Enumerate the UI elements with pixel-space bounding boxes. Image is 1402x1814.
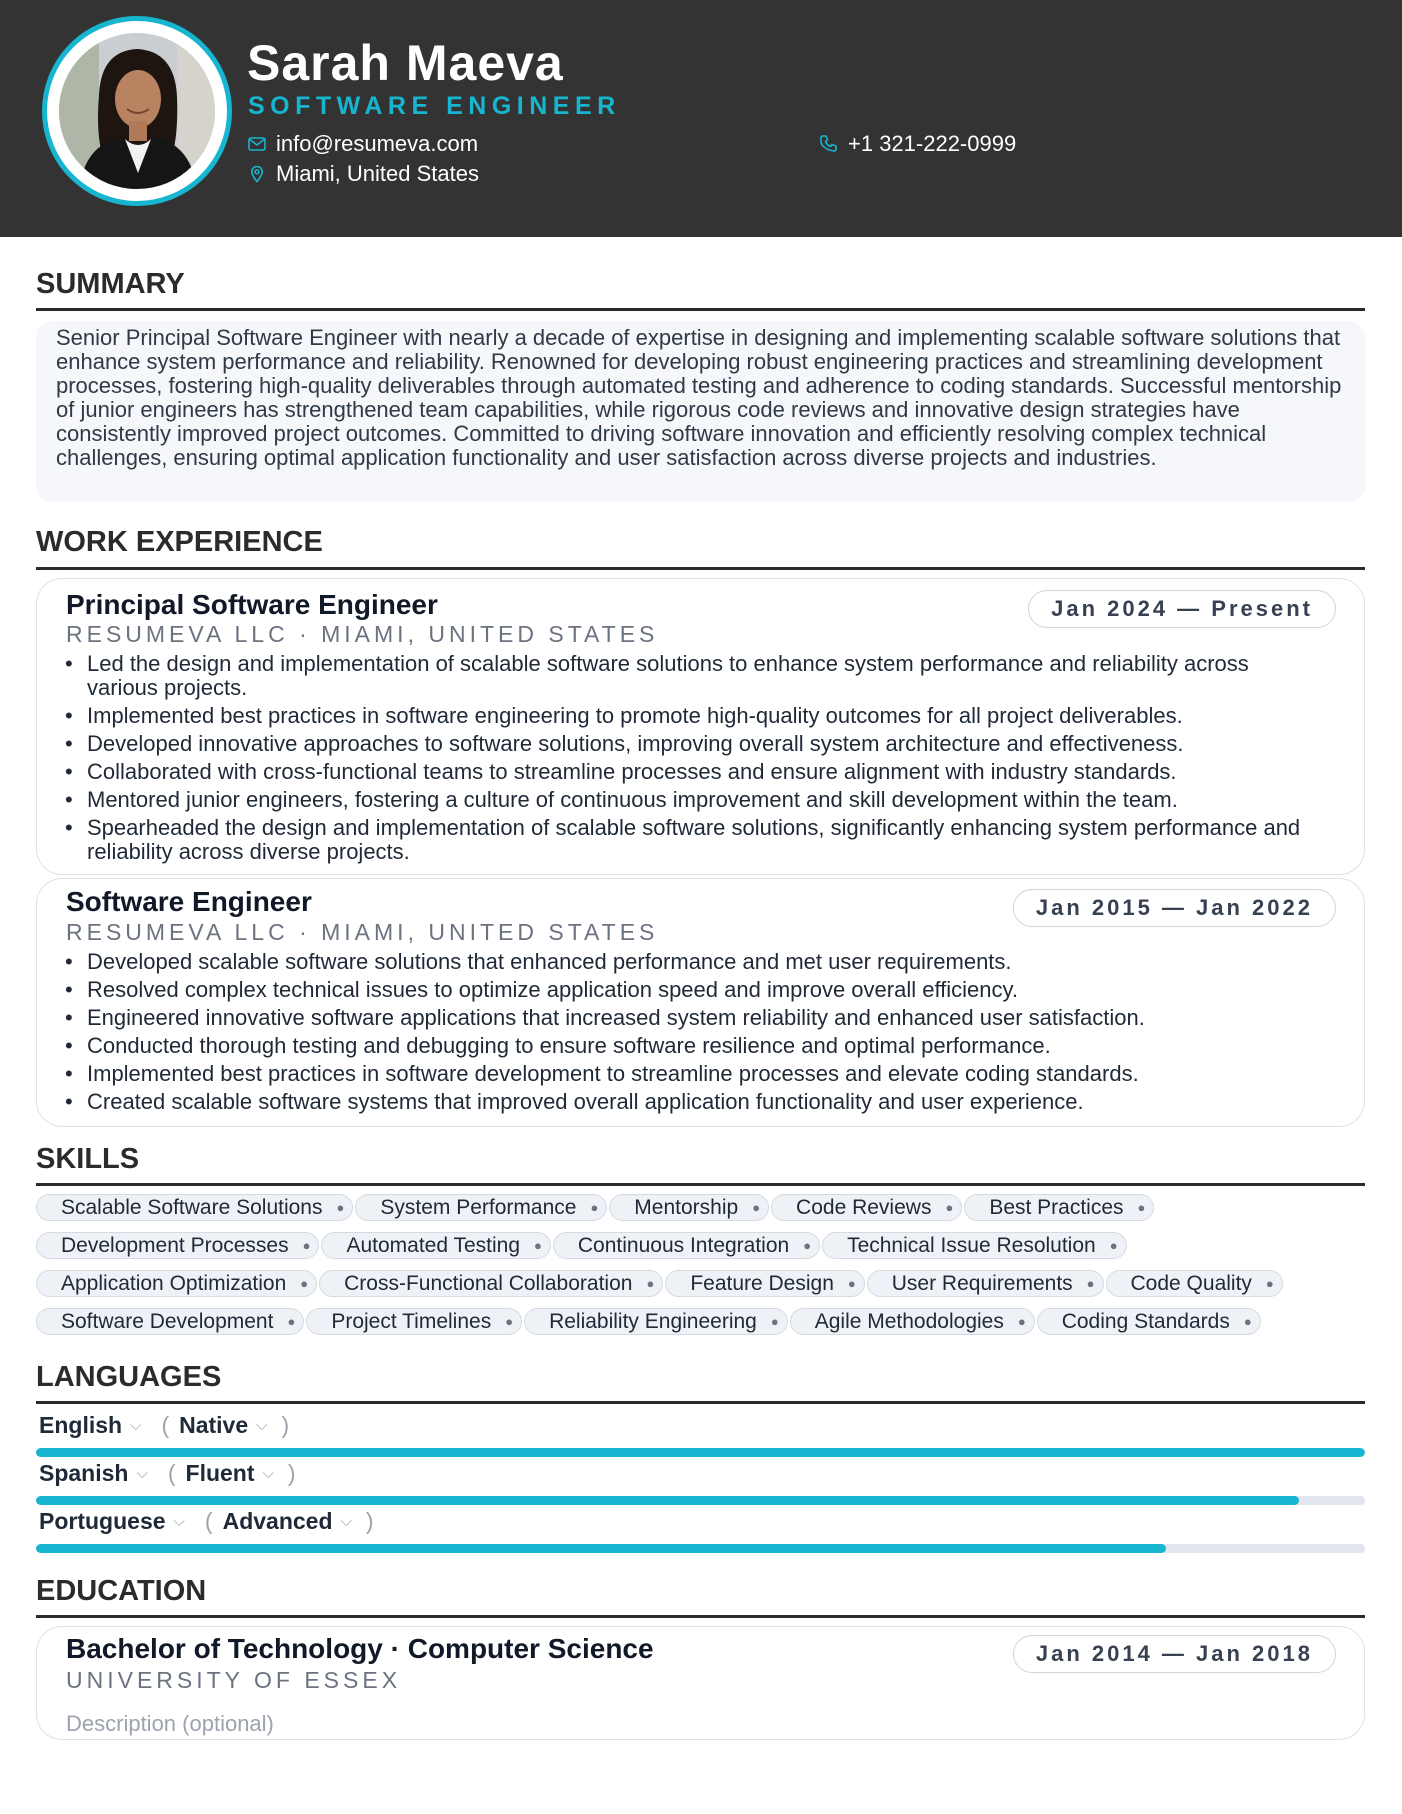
job-company[interactable]: RESUMEVA LLC · MIAMI, UNITED STATES	[66, 919, 659, 945]
job-title[interactable]: Principal Software Engineer	[66, 589, 438, 620]
chevron-down-icon[interactable]: ⌵	[340, 1512, 352, 1530]
paren-open: (	[161, 1411, 170, 1438]
education-degree[interactable]: Bachelor of Technology · Computer Science	[66, 1633, 654, 1664]
skill-label: Coding Standards	[1061, 1309, 1230, 1333]
skill-label: User Requirements	[891, 1271, 1073, 1295]
skill-chip[interactable]	[1106, 1270, 1283, 1297]
job-title[interactable]: Software Engineer	[66, 886, 312, 917]
skill-label: Code Reviews	[796, 1195, 932, 1219]
language-proficiency-fill	[36, 1544, 1166, 1553]
skill-chip[interactable]	[609, 1194, 769, 1221]
language-row	[36, 1507, 1365, 1535]
summary-text[interactable]: Senior Principal Software Engineer with nearly a decade of expertise in designing and implementing scalable software solutions that enhance system performance and reliability. Renowned for developing robust engineering practices and streamlining development processes, fostering high-quality deliverables through automated testing and adherence to coding standards. Successful mentorship of junior engineers has strengthened team capabilities, while rigorous code reviews and innovative design strategies have consistently improved project outcomes. Committed to driving software innovation and efficiently resolving complex technical challenges, ensuring optimal application functionality and user satisfaction across diverse projects and industries.	[36, 321, 1365, 502]
skill-dot-icon: ●	[300, 1276, 309, 1291]
skill-chip[interactable]	[771, 1194, 962, 1221]
list-item[interactable]: • Mentored junior engineers, fostering a culture of continuous improvement and skill development within the team.	[87, 788, 1304, 812]
skill-label: Continuous Integration	[577, 1233, 790, 1257]
skill-label: Application Optimization	[61, 1271, 287, 1295]
languages-divider	[36, 1401, 1365, 1404]
skill-label: Code Quality	[1130, 1271, 1252, 1295]
resume-header	[0, 0, 1402, 237]
chevron-down-icon[interactable]: ⌵	[256, 1416, 268, 1434]
contact-phone[interactable]	[818, 131, 1016, 157]
contact-email[interactable]	[248, 131, 478, 157]
skill-dot-icon: ●	[1086, 1276, 1095, 1291]
skills-divider	[36, 1183, 1365, 1186]
list-item[interactable]: • Developed scalable software solutions that enhanced performance and met user requirements.	[87, 950, 1304, 974]
skill-chip[interactable]	[867, 1270, 1104, 1297]
experience-heading[interactable]: WORK EXPERIENCE	[36, 526, 323, 558]
chevron-down-icon[interactable]: ⌵	[136, 1464, 148, 1482]
paren-close: )	[281, 1411, 290, 1438]
list-item[interactable]: • Resolved complex technical issues to optimize application speed and improve overall efficiency.	[87, 978, 1304, 1002]
skill-label: Software Development	[61, 1309, 274, 1333]
language-level[interactable]: Fluent	[185, 1459, 255, 1486]
language-row	[36, 1411, 1365, 1439]
skill-chip[interactable]	[822, 1232, 1127, 1259]
skill-dot-icon: ●	[646, 1276, 655, 1291]
job-dates[interactable]: Jan 2024 — Present	[1028, 590, 1336, 628]
profile-photo-frame[interactable]	[42, 16, 232, 206]
candidate-name[interactable]: Sarah Maeva	[247, 35, 564, 91]
skill-dot-icon: ●	[336, 1200, 345, 1215]
skill-dot-icon: ●	[803, 1238, 812, 1253]
list-item[interactable]: • Conducted thorough testing and debugging to ensure software resilience and optimal performance.	[87, 1034, 1304, 1058]
skill-dot-icon: ●	[287, 1314, 296, 1329]
skill-dot-icon: ●	[752, 1200, 761, 1215]
education-description-field[interactable]: Description (optional)	[66, 1711, 274, 1736]
skill-dot-icon: ●	[1109, 1238, 1118, 1253]
language-proficiency-bar[interactable]	[36, 1544, 1365, 1553]
skills-heading[interactable]: SKILLS	[36, 1143, 140, 1175]
experience-card[interactable]	[36, 878, 1365, 1127]
skill-dot-icon: ●	[534, 1238, 542, 1253]
list-item[interactable]: • Created scalable software systems that improved overall application functionality and user experience.	[87, 1090, 1304, 1114]
email-icon	[248, 136, 266, 152]
phone-icon	[818, 134, 838, 154]
contact-location-text: Miami, United States	[276, 161, 479, 186]
chevron-down-icon[interactable]: ⌵	[262, 1464, 274, 1482]
skill-chip[interactable]	[36, 1308, 304, 1335]
skill-label: System Performance	[380, 1195, 577, 1219]
summary-divider	[36, 308, 1365, 311]
skill-label: Feature Design	[690, 1271, 834, 1295]
contact-location[interactable]	[248, 161, 479, 187]
list-item[interactable]: • Spearheaded the design and implementation of scalable software solutions, significantly enhancing system performance and reliability across diverse projects.	[87, 816, 1304, 864]
experience-card[interactable]	[36, 578, 1365, 875]
education-dates[interactable]: Jan 2014 — Jan 2018	[1013, 1635, 1336, 1673]
contact-email-text: info@resumeva.com	[276, 131, 479, 156]
experience-divider	[36, 567, 1365, 570]
language-proficiency-bar[interactable]	[36, 1496, 1365, 1505]
skill-dot-icon: ●	[1137, 1200, 1146, 1215]
skill-dot-icon: ●	[1017, 1314, 1026, 1329]
list-item[interactable]: • Implemented best practices in software engineering to promote high-quality outcomes for all project deliverables.	[87, 704, 1304, 728]
language-proficiency-bar[interactable]	[36, 1448, 1365, 1457]
language-row	[36, 1459, 1365, 1487]
skill-chip[interactable]	[1037, 1308, 1261, 1335]
skill-chip[interactable]	[36, 1194, 353, 1221]
job-company[interactable]: RESUMEVA LLC · MIAMI, UNITED STATES	[66, 621, 659, 647]
skill-chip[interactable]	[321, 1232, 550, 1259]
skill-label: Scalable Software Solutions	[61, 1195, 323, 1219]
list-item[interactable]: • Collaborated with cross-functional teams to streamline processes and ensure alignment with industry standards.	[87, 760, 1304, 784]
location-pin-icon	[248, 165, 266, 183]
skill-chip[interactable]	[524, 1308, 788, 1335]
skill-chip[interactable]	[790, 1308, 1035, 1335]
list-item[interactable]: • Implemented best practices in software development to streamline processes and elevate coding standards.	[87, 1062, 1304, 1086]
list-item[interactable]: • Led the design and implementation of scalable software solutions to enhance system performance and reliability across various projects.	[87, 652, 1304, 700]
skill-dot-icon: ●	[847, 1276, 856, 1291]
education-divider	[36, 1615, 1365, 1618]
skill-dot-icon: ●	[1265, 1276, 1274, 1291]
candidate-role[interactable]: SOFTWARE ENGINEER	[248, 92, 621, 120]
skill-chip[interactable]	[319, 1270, 663, 1297]
paren-close: )	[365, 1507, 374, 1534]
skill-row	[36, 1232, 1365, 1260]
skill-chip[interactable]	[306, 1308, 522, 1335]
profile-photo-image	[59, 33, 215, 189]
language-name[interactable]: Spanish	[39, 1459, 129, 1486]
language-name[interactable]: Portuguese	[39, 1507, 166, 1534]
skill-label: Project Timelines	[331, 1309, 492, 1333]
summary-heading[interactable]: SUMMARY	[36, 268, 185, 300]
paren-close: )	[287, 1459, 296, 1486]
skill-label: Development Processes	[61, 1233, 289, 1257]
list-item[interactable]: • Engineered innovative software applications that increased system reliability and enhanced user satisfaction.	[87, 1006, 1304, 1030]
language-proficiency-fill	[36, 1496, 1299, 1505]
skill-row	[36, 1308, 1365, 1336]
job-bullets	[87, 950, 1304, 1114]
skill-chip[interactable]	[355, 1194, 607, 1221]
chevron-down-icon[interactable]: ⌵	[130, 1416, 142, 1434]
paren-open: (	[204, 1507, 213, 1534]
job-dates[interactable]: Jan 2015 — Jan 2022	[1013, 889, 1336, 927]
skill-dot-icon: ●	[302, 1238, 311, 1253]
paren-open: (	[167, 1459, 176, 1486]
skill-label: Reliability Engineering	[549, 1309, 757, 1333]
job-bullets	[87, 652, 1304, 864]
profile-photo	[59, 33, 215, 189]
skill-dot-icon: ●	[590, 1200, 599, 1215]
contact-phone-text: +1 321-222-0999	[848, 131, 1017, 156]
language-level[interactable]: Native	[179, 1411, 249, 1438]
skill-chip[interactable]	[665, 1270, 864, 1297]
skill-chip[interactable]	[553, 1232, 820, 1259]
skill-dot-icon: ●	[770, 1314, 779, 1329]
language-proficiency-fill	[36, 1448, 1365, 1457]
language-level[interactable]: Advanced	[222, 1507, 333, 1534]
skill-label: Cross-Functional Collaboration	[344, 1271, 633, 1295]
skill-label: Agile Methodologies	[814, 1309, 1004, 1333]
skills-list	[36, 1194, 1365, 1346]
education-card[interactable]	[36, 1626, 1365, 1740]
skill-row	[36, 1270, 1365, 1298]
skill-dot-icon: ●	[505, 1314, 514, 1329]
skill-label: Technical Issue Resolution	[847, 1233, 1096, 1257]
chevron-down-icon[interactable]: ⌵	[173, 1512, 185, 1530]
skill-label: Mentorship	[634, 1195, 739, 1219]
skill-chip[interactable]	[36, 1270, 317, 1297]
languages-heading[interactable]: LANGUAGES	[36, 1361, 222, 1393]
skill-label: Best Practices	[989, 1195, 1124, 1219]
language-name[interactable]: English	[39, 1411, 123, 1438]
education-heading[interactable]: EDUCATION	[36, 1575, 207, 1607]
list-item[interactable]: • Developed innovative approaches to software solutions, improving overall system architecture and effectiveness.	[87, 732, 1304, 756]
skill-dot-icon: ●	[1243, 1314, 1252, 1329]
skill-row	[36, 1194, 1365, 1222]
skill-chip[interactable]	[36, 1232, 319, 1259]
skill-chip[interactable]	[964, 1194, 1154, 1221]
skill-dot-icon: ●	[945, 1200, 954, 1215]
skill-label: Automated Testing	[346, 1233, 521, 1257]
education-school[interactable]: UNIVERSITY OF ESSEX	[66, 1667, 402, 1693]
